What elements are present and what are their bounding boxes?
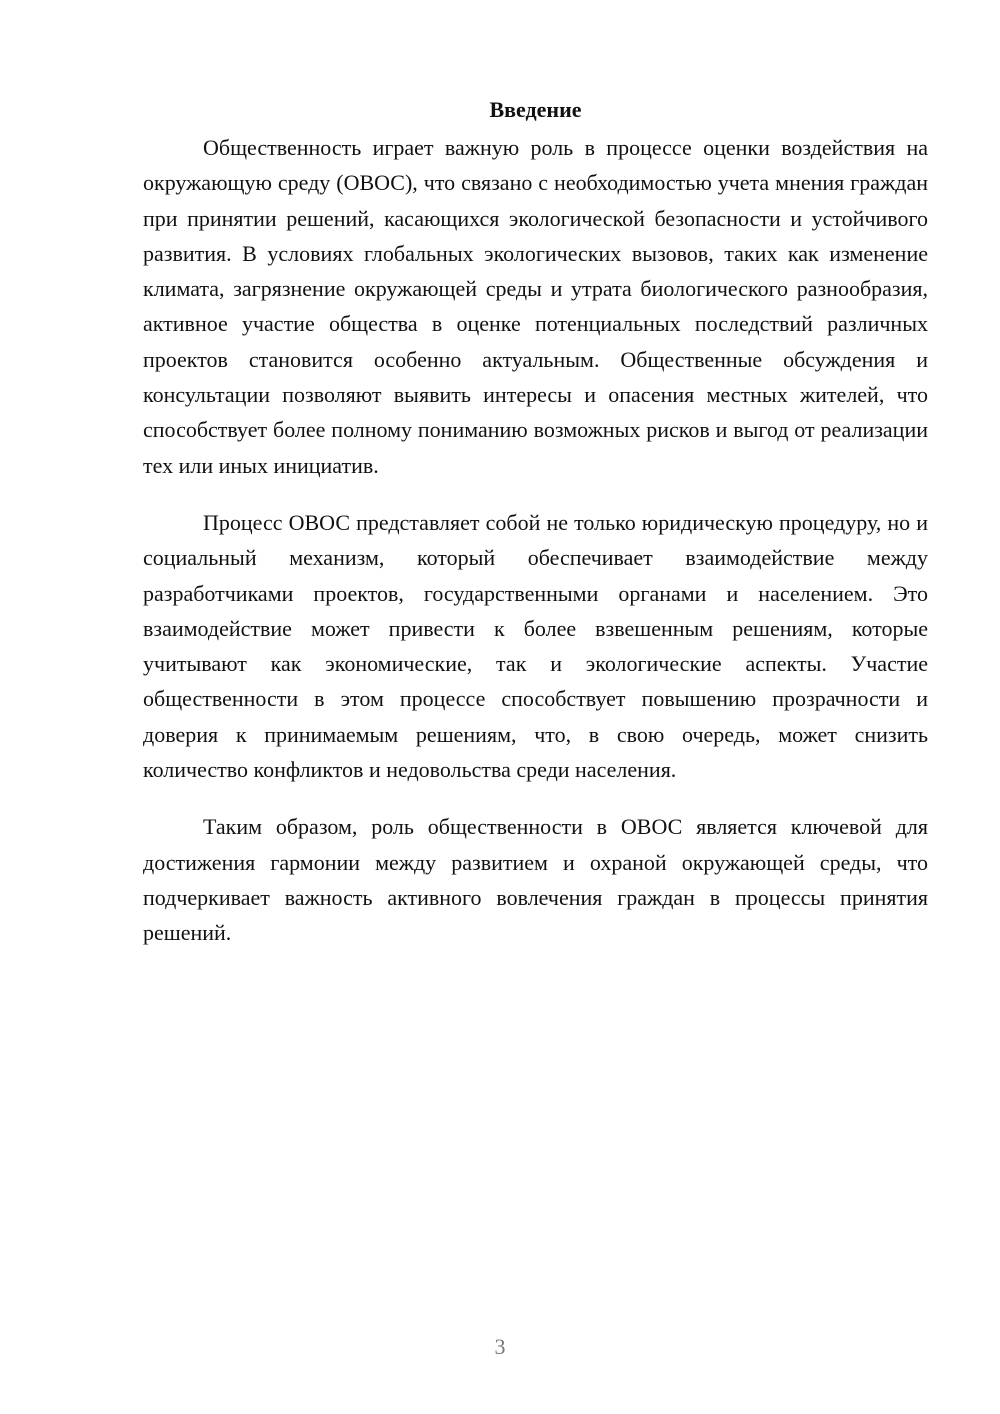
paragraph-1: Общественность играет важную роль в процессе оценки воздействия на окружающую среду (ОВОС), что связано с необходимостью учета мнения граждан при принятии решений, касающихся экологической безопасности и устойчивого развития. В условиях глобальных экологических вызовов, таких как изменение климата, загрязнение окружающей среды и утрата биологического разнообразия, активное участие общества в оценке потенциальных последствий различных проектов становится особенно актуальным. Общественные обсуждения и консультации позволяют выявить интересы и опасения местных жителей, что способствует более полному пониманию возможных рисков и выгод от реализации тех или иных инициатив. <box>143 135 928 478</box>
page-number: 3 <box>494 1334 506 1359</box>
section-heading: Введение <box>489 97 582 122</box>
paragraph-2: Процесс ОВОС представляет собой не только юридическую процедуру, но и социальный механизм, который обеспечивает взаимодействие между разработчиками проектов, государственными органами и населением. Это взаимодействие может привести к более взвешенным решениям, которые учитывают как экономические, так и экологические аспекты. Участие общественности в этом процессе способствует повышению прозрачности и доверия к принимаемым решениям, что, в свою очередь, может снизить количество конфликтов и недовольства среди населения. <box>143 509 928 783</box>
page-content <box>143 92 928 973</box>
paragraph-3: Таким образом, роль общественности в ОВОС является ключевой для достижения гармонии между развитием и охраной окружающей среды, что подчеркивает важность активного вовлечения граждан в процессы принятия решений. <box>143 814 928 946</box>
